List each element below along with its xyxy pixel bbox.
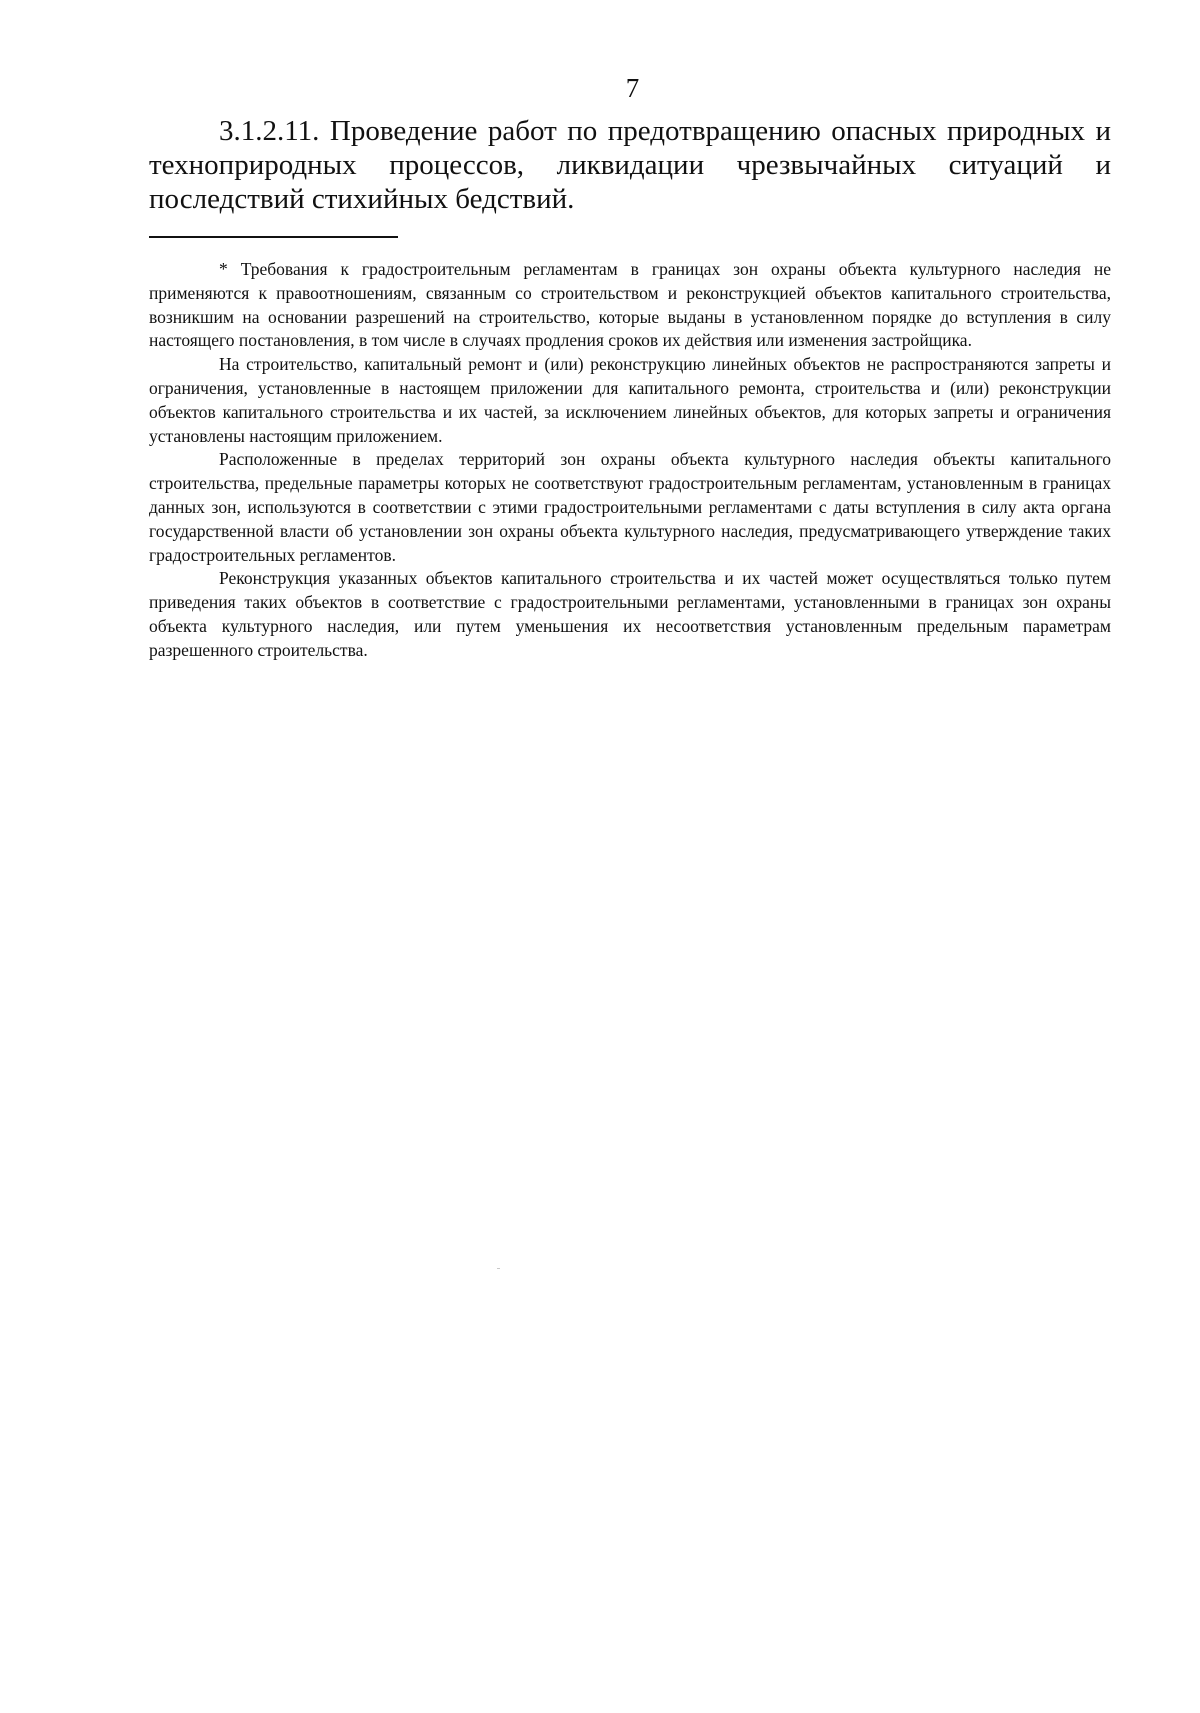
footnote-paragraph-2: На строительство, капитальный ремонт и (или) реконструкцию линейных объектов не распространяются запреты и ограничения, установленные в настоящем приложении для капитального ремонта, строительства и (или) реконструкции объектов капитального строительства и их частей, за исключением линейных объектов, для которых запреты и ограничения установлены настоящим приложением. xyxy=(149,354,1111,446)
footnote-paragraph-4: Реконструкция указанных объектов капитального строительства и их частей может осуществляться только путем приведения таких объектов в соответствие с градостроительными регламентами, установленными в границах зон охраны объекта культурного наследия, или путем уменьшения их несоответствия установленным предельным параметрам разрешенного строительства. xyxy=(149,568,1111,660)
page-number: 7 xyxy=(625,73,640,103)
footnote-paragraph-1: * Требования к градостроительным регламентам в границах зон охраны объекта культурного наследия не применяются к правоотношениям, связанным со строительством и реконструкцией объектов капитального строительства, возникшим на основании разрешений на строительство, которые выданы в установленном порядке до вступления в силу настоящего постановления, в том числе в случаях продления сроков их действия или изменения застройщика. xyxy=(149,259,1111,351)
scan-speck xyxy=(497,1268,500,1269)
section-paragraph: 3.1.2.11. Проведение работ по предотвращению опасных природных и технoприродных процессов, ликвидации чрезвычайных ситуаций и последствий стихийных бедствий. xyxy=(149,115,1111,215)
footnote-paragraph-3: Расположенные в пределах территорий зон охраны объекта культурного наследия объекты капитального строительства, предельные параметры которых не соответствуют градостроительным регламентам, установленным в границах данных зон, используются в соответствии с этими градостроительными регламентами с даты вступления в силу акта органа государственной власти об установлении зон охраны объекта культурного наследия, предусматривающего утверждение таких градостроительных регламентов. xyxy=(149,449,1111,565)
footnotes xyxy=(149,258,1111,663)
footnote-separator xyxy=(149,236,398,238)
